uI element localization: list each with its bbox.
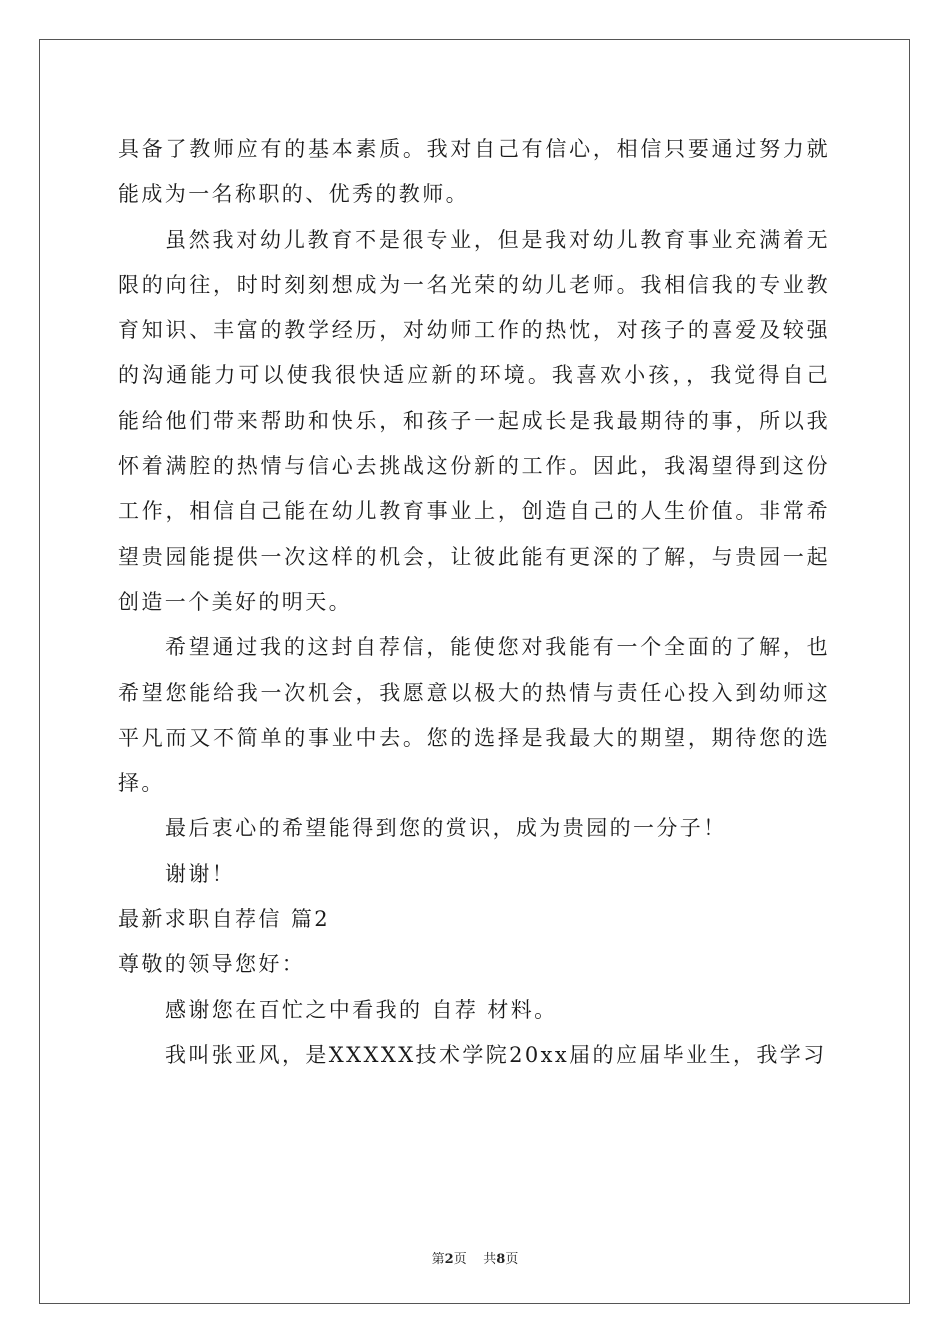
paragraph-4: 最后衷心的希望能得到您的赏识，成为贵园的一分子！ (165, 816, 727, 841)
page-number: 2 (444, 1252, 454, 1267)
total-prefix: 共 (483, 1252, 497, 1267)
page-footer (0, 1248, 950, 1267)
page-suffix: 页 (453, 1252, 467, 1267)
paragraph-2: 虽然我对幼儿教育不是很专业，但是我对幼儿教育事业充满着无限的向往，时时刻刻想成为一名光荣的幼儿老师。我相信我的专业教育知识、丰富的教学经历，对幼师工作的热忱，对孩子的喜爱及较强的沟通能力可以使我很快适应新的环境。我喜欢小孩，，我觉得自己能给他们带来帮助和快乐，和孩子一起成长是我最期待的事，所以我怀着满腔的热情与信心去挑战这份新的工作。因此，我渴望得到这份工作，相信自己能在幼儿教育事业上，创造自己的人生价值。非常希望贵园能提供一次这样的机会，让彼此能有更深的了解，与贵园一起创造一个美好的明天。 (118, 227, 830, 614)
total-pages: 8 (496, 1252, 506, 1267)
paragraph-thanks: 谢谢！ (165, 861, 236, 886)
section-heading: 最新求职自荐信 篇2 (118, 907, 331, 932)
document-body (118, 127, 830, 1078)
page-prefix: 第 (431, 1252, 445, 1267)
salutation: 尊敬的领导您好： (118, 952, 306, 977)
total-suffix: 页 (505, 1252, 519, 1267)
paragraph-8: 感谢您在百忙之中看我的 自荐 材料。 (165, 997, 558, 1022)
paragraph-1: 具备了教师应有的基本素质。我对自己有信心，相信只要通过努力就能成为一名称职的、优秀的教师。 (118, 137, 830, 207)
paragraph-9: 我叫张亚风，是XXXXX技术学院20xx届的应届毕业生，我学习 (165, 1042, 827, 1067)
paragraph-3: 希望通过我的这封自荐信，能使您对我能有一个全面的了解，也希望您能给我一次机会，我愿意以极大的热情与责任心投入到幼师这平凡而又不简单的事业中去。您的选择是我最大的期望，期待您的选择。 (118, 635, 830, 796)
